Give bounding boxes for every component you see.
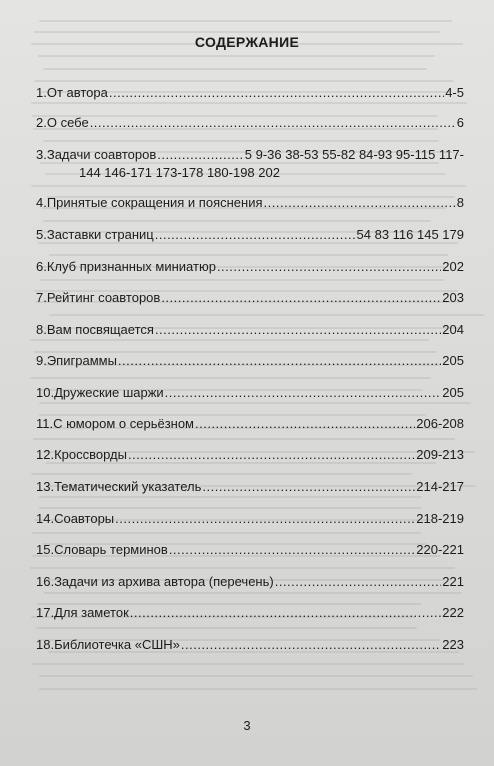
bleed-through-line — [32, 532, 421, 534]
toc-entry-label: 16.Задачи из архива автора (перечень) — [36, 574, 274, 589]
toc-leader-dots — [195, 415, 415, 433]
toc-entry-pages: 218-219 — [416, 511, 464, 526]
toc-entry — [36, 541, 464, 559]
toc-entry-pages: 222 — [442, 605, 464, 620]
bleed-through-line — [39, 507, 422, 509]
toc-leader-dots — [165, 384, 442, 402]
toc-leader-dots — [169, 541, 415, 559]
toc-entry-pages: 5 9-36 38-53 55-82 84-93 95-115 117- — [244, 147, 464, 162]
toc-leader-dots — [157, 146, 244, 164]
toc-leader-dots — [202, 478, 415, 496]
toc-leader-dots — [109, 84, 444, 102]
bleed-through-line — [34, 31, 440, 33]
toc-entry — [36, 289, 464, 307]
toc-entry-pages: 204 — [442, 322, 464, 337]
toc-entry — [36, 604, 464, 622]
bleed-through-line — [43, 220, 431, 222]
bleed-through-line — [31, 473, 412, 475]
toc-entry-label: 11.С юмором о серьёзном — [36, 416, 194, 431]
toc-entry — [36, 415, 464, 433]
bleed-through-line — [43, 68, 427, 70]
toc-entry-label: 7.Рейтинг соавторов — [36, 290, 161, 305]
bleed-through-line — [39, 688, 477, 690]
bleed-through-line — [31, 102, 467, 104]
toc-entry — [36, 114, 464, 132]
bleed-through-line — [49, 254, 448, 256]
toc-entry-label: 14.Соавторы — [36, 511, 115, 526]
bleed-through-line — [39, 496, 422, 498]
toc-entry-label: 4.Принятые сокращения и пояснения — [36, 195, 263, 210]
bleed-through-line — [34, 80, 454, 82]
toc-entry — [36, 384, 464, 402]
toc-entry-pages: 221 — [442, 574, 464, 589]
page-number: 3 — [243, 718, 251, 733]
toc-entry-pages: 54 83 116 145 179 — [356, 227, 464, 242]
toc-entry-pages-continued: 144 146-171 173-178 180-198 202 — [79, 165, 280, 180]
toc-entry — [36, 226, 464, 244]
toc-entry-label: 3.Задачи соавторов — [36, 147, 157, 162]
toc-entry-pages: 6 — [456, 115, 464, 130]
toc-leader-dots — [217, 258, 441, 276]
toc-leader-dots — [90, 114, 456, 132]
bleed-through-line — [31, 185, 466, 187]
toc-leader-dots — [181, 636, 441, 654]
toc-entry — [36, 573, 464, 591]
bleed-through-line — [30, 567, 455, 569]
toc-entry — [36, 146, 464, 180]
bleed-through-line — [30, 377, 431, 379]
bleed-through-line — [32, 663, 465, 665]
toc-entry-pages: 203 — [442, 290, 464, 305]
toc-entry-label: 17.Для заметок — [36, 605, 129, 620]
bleed-through-line — [39, 279, 445, 281]
toc-entry-pages: 8 — [456, 195, 464, 210]
toc-entry-pages: 4-5 — [445, 85, 464, 100]
bleed-through-line — [30, 339, 429, 341]
toc-entry-label: 1.От автора — [36, 85, 108, 100]
toc-leader-dots — [155, 226, 356, 244]
bleed-through-line — [39, 402, 471, 404]
toc-leader-dots — [128, 446, 415, 464]
toc-entry — [36, 352, 464, 370]
toc-entry-pages: 220-221 — [416, 542, 464, 557]
toc-entry-label: 5.Заставки страниц — [36, 227, 154, 242]
bleed-through-line — [33, 438, 455, 440]
toc-entry — [36, 321, 464, 339]
toc-leader-dots — [118, 352, 441, 370]
toc-leader-dots — [130, 604, 442, 622]
toc-entry-label: 8.Вам посвящается — [36, 322, 154, 337]
toc-leader-dots — [115, 510, 415, 528]
toc-entry-pages: 223 — [442, 637, 464, 652]
toc-entry — [36, 478, 464, 496]
bleed-through-line — [39, 20, 452, 22]
toc-entry-pages: 206-208 — [416, 416, 464, 431]
toc-entry-label: 12.Кроссворды — [36, 447, 127, 462]
toc-entry — [36, 446, 464, 464]
toc-entry-pages: 205 — [442, 385, 464, 400]
toc-entry-pages: 202 — [442, 259, 464, 274]
bleed-through-line — [39, 675, 473, 677]
toc-entry-label: 18.Библиотечка «СШН» — [36, 637, 180, 652]
toc-leader-dots — [264, 194, 456, 212]
toc-leader-dots — [161, 289, 441, 307]
toc-entry-label: 9.Эпиграммы — [36, 353, 117, 368]
toc-entry-pages: 205 — [442, 353, 464, 368]
toc-entry — [36, 510, 464, 528]
page-title: СОДЕРЖАНИЕ — [194, 34, 300, 50]
toc-entry-pages: 209-213 — [416, 447, 464, 462]
toc-entry-label: 10.Дружеские шаржи — [36, 385, 164, 400]
toc-entry — [36, 258, 464, 276]
toc-entry-label: 6.Клуб признанных миниатюр — [36, 259, 216, 274]
bleed-through-line — [38, 55, 435, 57]
toc-leader-dots — [155, 321, 441, 339]
toc-entry-label: 2.О себе — [36, 115, 89, 130]
toc-entry — [36, 84, 464, 102]
toc-leader-dots — [275, 573, 442, 591]
bleed-through-line — [43, 140, 439, 142]
toc-entry — [36, 194, 464, 212]
bleed-through-line — [49, 314, 484, 316]
bleed-through-line — [44, 592, 462, 594]
bleed-through-line — [36, 627, 417, 629]
toc-entry-pages: 214-217 — [416, 479, 464, 494]
toc-entry-label: 15.Словарь терминов — [36, 542, 168, 557]
toc-entry-label: 13.Тематический указатель — [36, 479, 202, 494]
toc-entry — [36, 636, 464, 654]
